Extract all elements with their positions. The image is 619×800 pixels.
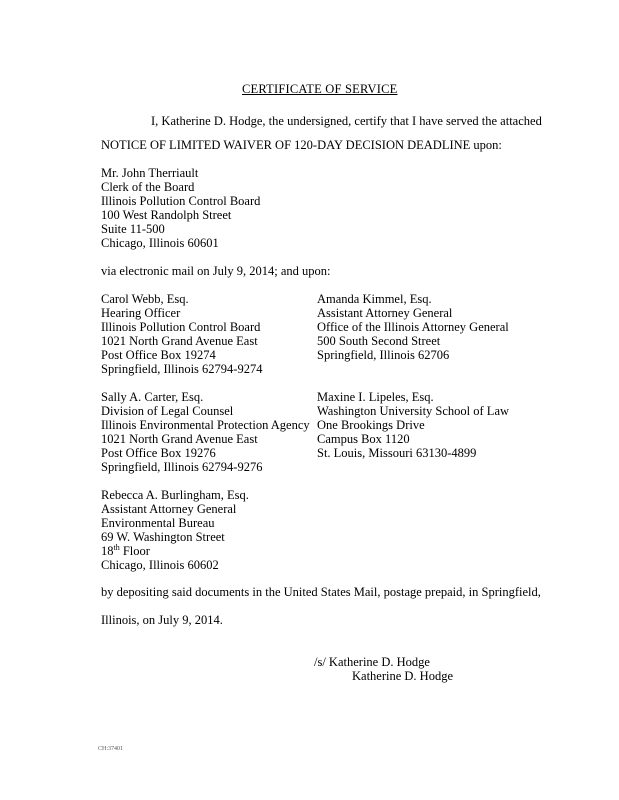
address-line: Assistant Attorney General [101, 502, 237, 516]
floor-word: Floor [119, 544, 150, 558]
address-line: Office of the Illinois Attorney General [317, 320, 509, 334]
address-line: Chicago, Illinois 60602 [101, 558, 219, 572]
address-line: Maxine I. Lipeles, Esq. [317, 390, 434, 404]
address-line: Assistant Attorney General [317, 306, 453, 320]
address-line: Chicago, Illinois 60601 [101, 236, 219, 250]
intro-line-2: NOTICE OF LIMITED WAIVER OF 120-DAY DECISION DEADLINE upon: [101, 138, 502, 152]
floor-number: 18 [101, 544, 114, 558]
address-line: Amanda Kimmel, Esq. [317, 292, 432, 306]
address-line: Springfield, Illinois 62794-9276 [101, 460, 263, 474]
intro-line-1: I, Katherine D. Hodge, the undersigned, certify that I have served the attached [151, 114, 542, 128]
address-line: Division of Legal Counsel [101, 404, 234, 418]
address-line: Clerk of the Board [101, 180, 195, 194]
signature-line: /s/ Katherine D. Hodge [314, 655, 430, 669]
address-line: Hearing Officer [101, 306, 181, 320]
address-line: Post Office Box 19274 [101, 348, 216, 362]
closing-line-1: by depositing said documents in the United States Mail, postage prepaid, in Springfield, [101, 585, 541, 599]
address-line: Mr. John Therriault [101, 166, 199, 180]
address-line: St. Louis, Missouri 63130-4899 [317, 446, 477, 460]
address-line: Illinois Pollution Control Board [101, 194, 261, 208]
signature-name: Katherine D. Hodge [352, 669, 454, 683]
address-line: Illinois Environmental Protection Agency [101, 418, 310, 432]
address-line: 1021 North Grand Avenue East [101, 432, 258, 446]
footer-document-code: CH:37401 [98, 746, 124, 752]
address-line: Illinois Pollution Control Board [101, 320, 261, 334]
address-line: Springfield, Illinois 62706 [317, 348, 450, 362]
address-line: Suite 11-500 [101, 222, 165, 236]
closing-line-2: Illinois, on July 9, 2014. [101, 613, 223, 627]
address-line: Carol Webb, Esq. [101, 292, 189, 306]
address-line: Springfield, Illinois 62794-9274 [101, 362, 263, 376]
address-line: Campus Box 1120 [317, 432, 410, 446]
address-line: 500 South Second Street [317, 334, 441, 348]
address-line: 1021 North Grand Avenue East [101, 334, 258, 348]
address-line: 100 West Randolph Street [101, 208, 232, 222]
address-line: Rebecca A. Burlingham, Esq. [101, 488, 249, 502]
address-line: Post Office Box 19276 [101, 446, 216, 460]
address-line: 69 W. Washington Street [101, 530, 225, 544]
address-line: One Brookings Drive [317, 418, 425, 432]
address-line: Sally A. Carter, Esq. [101, 390, 204, 404]
address-line-floor [101, 544, 150, 558]
page-title: CERTIFICATE OF SERVICE [242, 82, 398, 96]
address-line: Washington University School of Law [317, 404, 510, 418]
floor-ordinal: th [113, 542, 120, 552]
delivery-note: via electronic mail on July 9, 2014; and upon: [101, 264, 331, 278]
address-line: Environmental Bureau [101, 516, 215, 530]
